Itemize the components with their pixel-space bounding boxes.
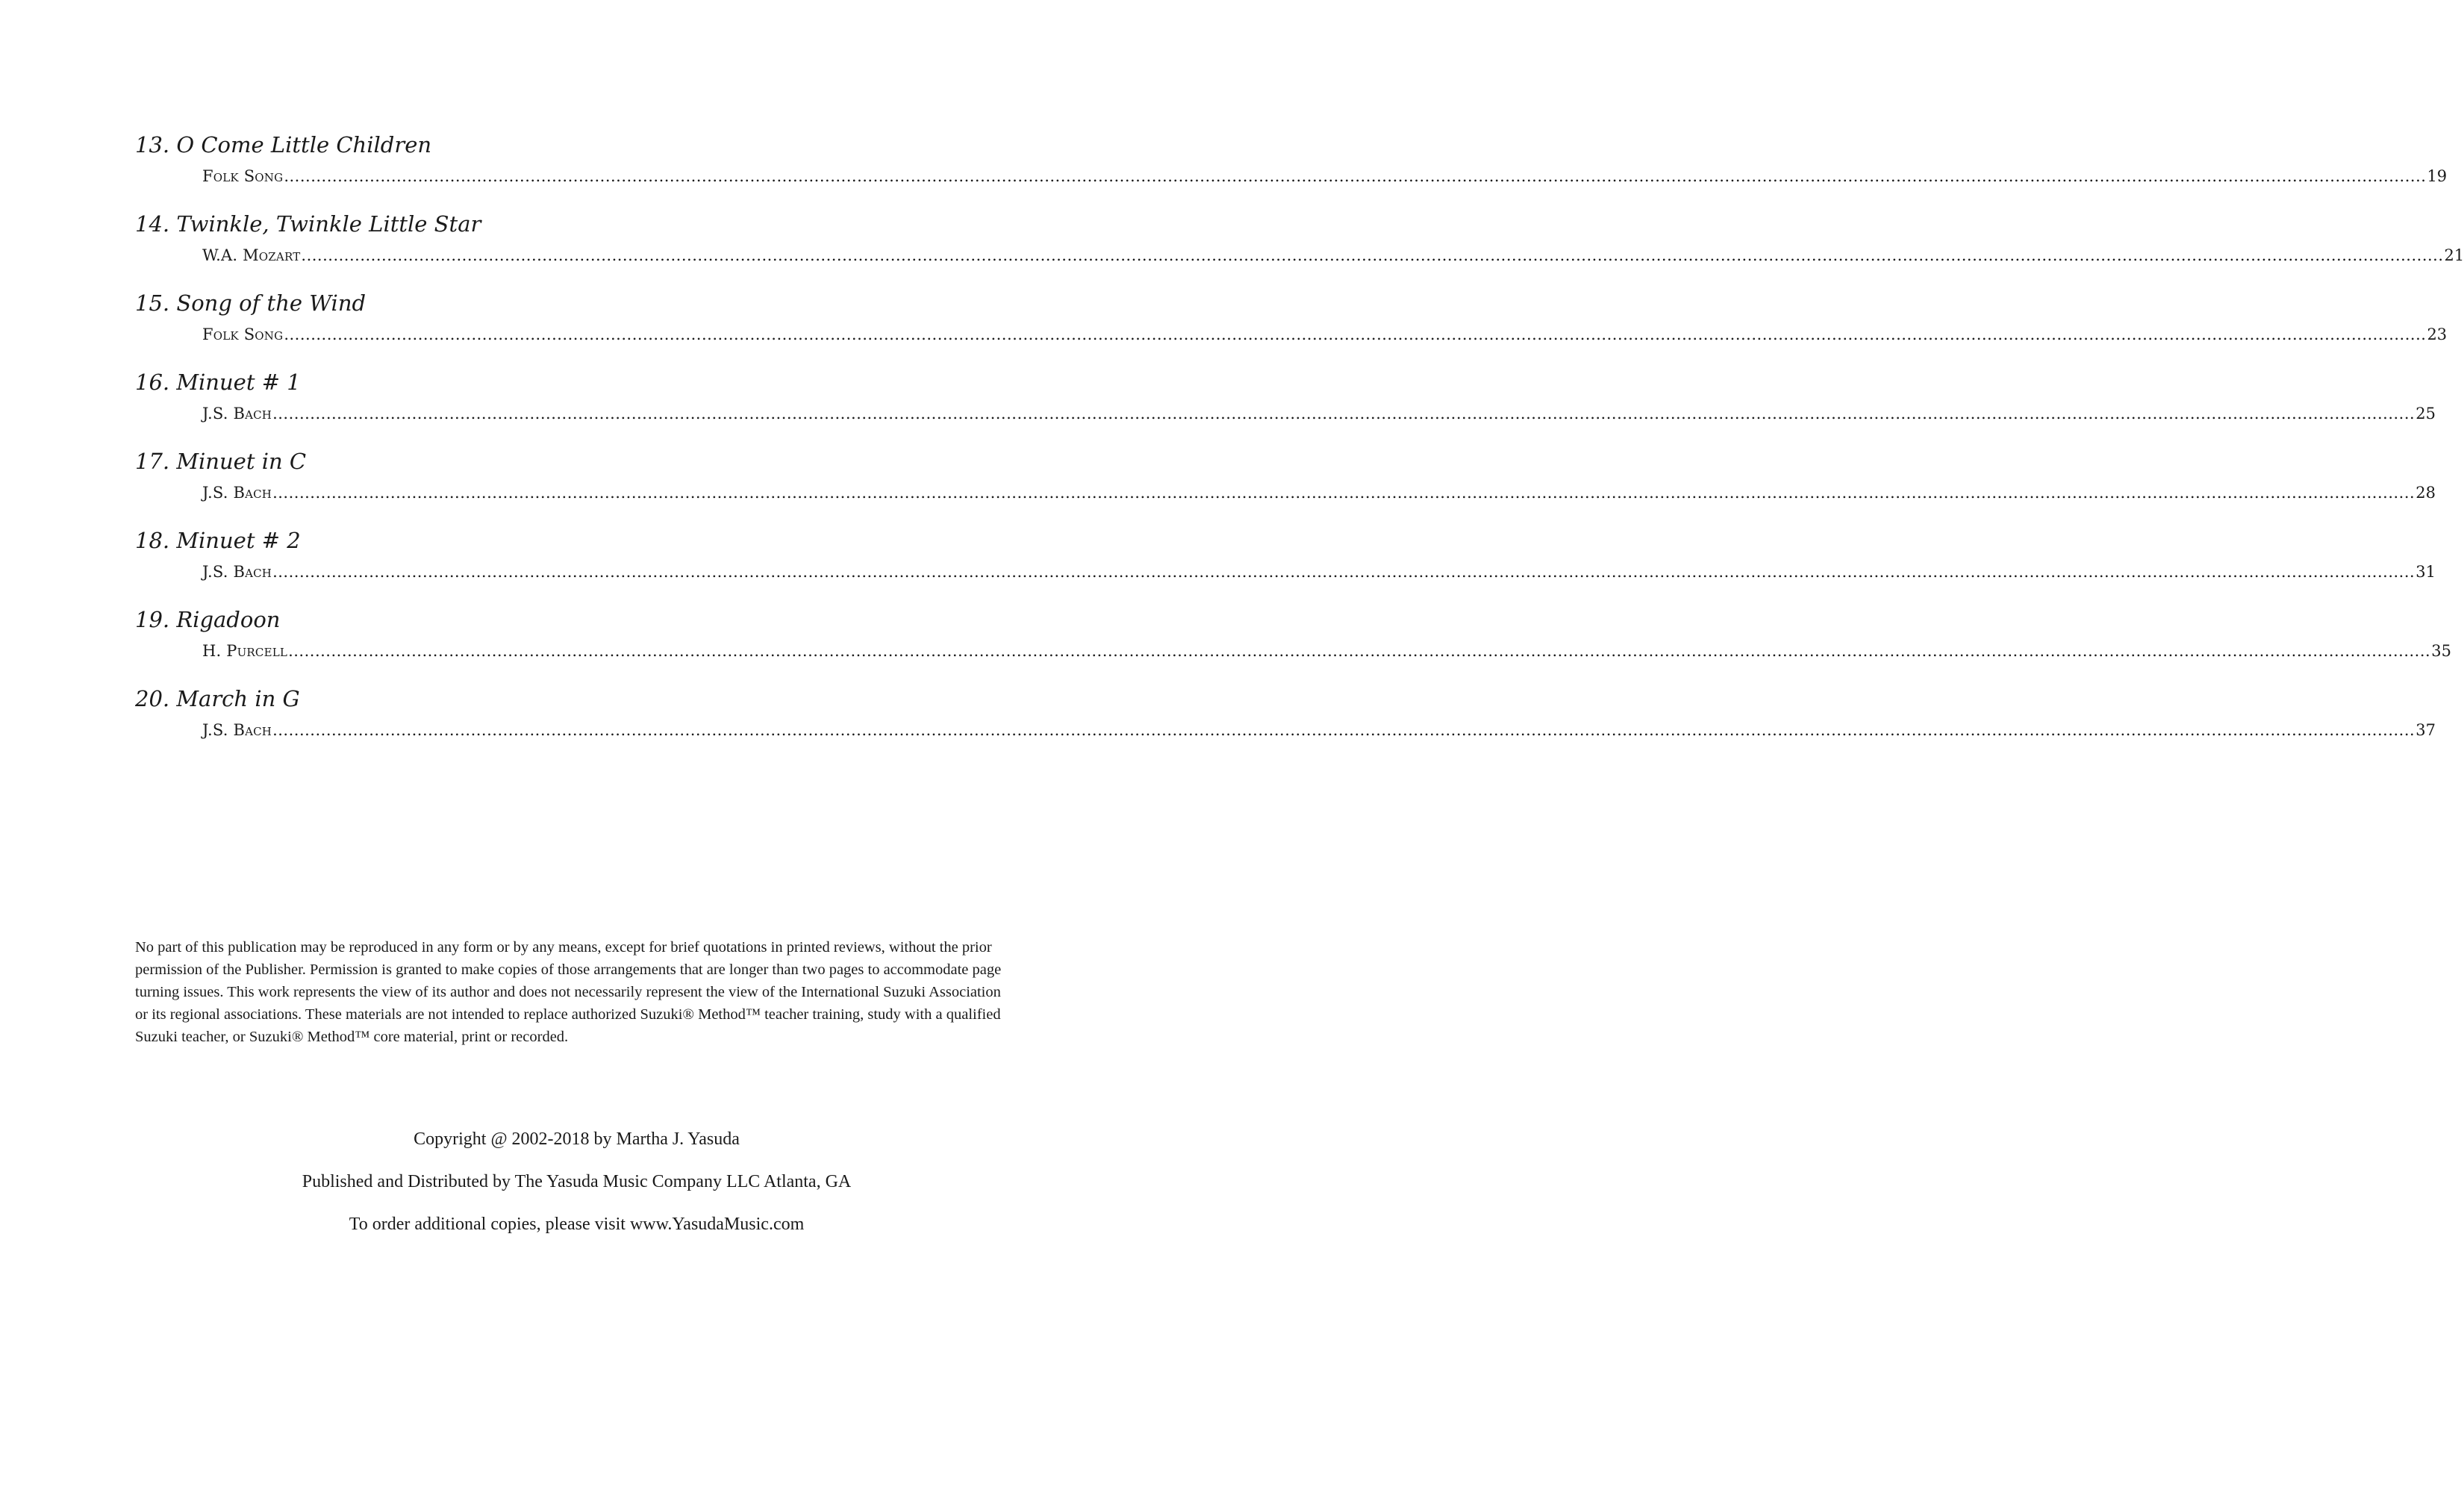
toc-entry — [135, 603, 2451, 682]
toc-entry — [135, 208, 2464, 287]
dot-leader: ................................................................................................................................................................................................................................................................................................................................................................................................................ — [272, 563, 2415, 581]
publisher-line: Published and Distributed by The Yasuda Music Company LLC Atlanta, GA — [302, 1172, 852, 1191]
entry-page-number: 19 — [2427, 167, 2448, 185]
credits-block — [0, 1127, 1153, 1255]
entry-line — [202, 560, 2436, 584]
toc-entry — [135, 524, 2436, 603]
toc-entry — [135, 445, 2436, 524]
entry-composer: Folk Song — [202, 325, 284, 343]
entry-line — [202, 481, 2436, 505]
entry-title: 18. Minuet # 2 — [135, 528, 301, 553]
entry-title: 19. Rigadoon — [135, 607, 281, 632]
copyright-line: Copyright @ 2002-2018 by Martha J. Yasuda — [414, 1129, 740, 1149]
entry-page-number: 21 — [2444, 246, 2464, 264]
entry-line — [202, 639, 2451, 663]
entry-composer: J.S. Bach — [202, 563, 272, 581]
toc-entry — [135, 366, 2436, 445]
entry-composer: J.S. Bach — [202, 405, 272, 423]
toc-entry — [135, 128, 2448, 208]
entry-line — [202, 322, 2448, 346]
entry-page-number: 37 — [2415, 721, 2436, 739]
entry-title: 16. Minuet # 1 — [135, 370, 301, 395]
entry-line — [202, 718, 2436, 742]
entry-composer: J.S. Bach — [202, 484, 272, 502]
entry-composer: W.A. Mozart — [202, 246, 301, 264]
legal-notice: No part of this publication may be reproduced in any form or by any means, except for brief quotations in printed reviews, without the prior permission of the Publisher. Permission is granted to make copies of those arrangements that are longer than two pages to accommodate page turning issues. This work represents the view of its author and does not necessarily represent the view of the International Suzuki Association or its regional associations. These materials are not intended to replace authorized Suzuki® Method™ teacher training, study with a qualified Suzuki teacher, or Suzuki® Method™ core material, print or recorded. — [135, 939, 1002, 1045]
dot-leader: ................................................................................................................................................................................................................................................................................................................................................................................................................ — [301, 246, 2444, 264]
entry-composer: J.S. Bach — [202, 721, 272, 739]
entry-line — [202, 402, 2436, 426]
entry-composer: H. Purcell — [202, 642, 288, 660]
entry-page-number: 35 — [2431, 642, 2451, 660]
toc-entry — [135, 682, 2436, 761]
table-of-contents — [135, 128, 2464, 761]
entry-title: 15. Song of the Wind — [135, 290, 367, 316]
entry-line — [202, 243, 2464, 267]
order-info-line: To order additional copies, please visit www.YasudaMusic.com — [349, 1215, 805, 1234]
entry-page-number: 23 — [2427, 325, 2448, 343]
dot-leader: ................................................................................................................................................................................................................................................................................................................................................................................................................ — [272, 405, 2415, 423]
entry-line — [202, 164, 2448, 188]
dot-leader: ................................................................................................................................................................................................................................................................................................................................................................................................................ — [272, 484, 2415, 502]
entry-page-number: 31 — [2415, 563, 2436, 581]
dot-leader: ................................................................................................................................................................................................................................................................................................................................................................................................................ — [272, 721, 2415, 739]
entry-title: 20. March in G — [135, 686, 300, 711]
entry-page-number: 28 — [2415, 484, 2436, 502]
entry-composer: Folk Song — [202, 167, 284, 185]
entry-title: 17. Minuet in C — [135, 449, 307, 474]
dot-leader: ................................................................................................................................................................................................................................................................................................................................................................................................................ — [284, 325, 2427, 343]
entry-title: 14. Twinkle, Twinkle Little Star — [135, 211, 481, 237]
entry-title: 13. O Come Little Children — [135, 132, 432, 158]
dot-leader: ................................................................................................................................................................................................................................................................................................................................................................................................................ — [288, 642, 2431, 660]
toc-entry — [135, 287, 2448, 366]
dot-leader: ................................................................................................................................................................................................................................................................................................................................................................................................................ — [284, 167, 2427, 185]
entry-page-number: 25 — [2415, 405, 2436, 423]
